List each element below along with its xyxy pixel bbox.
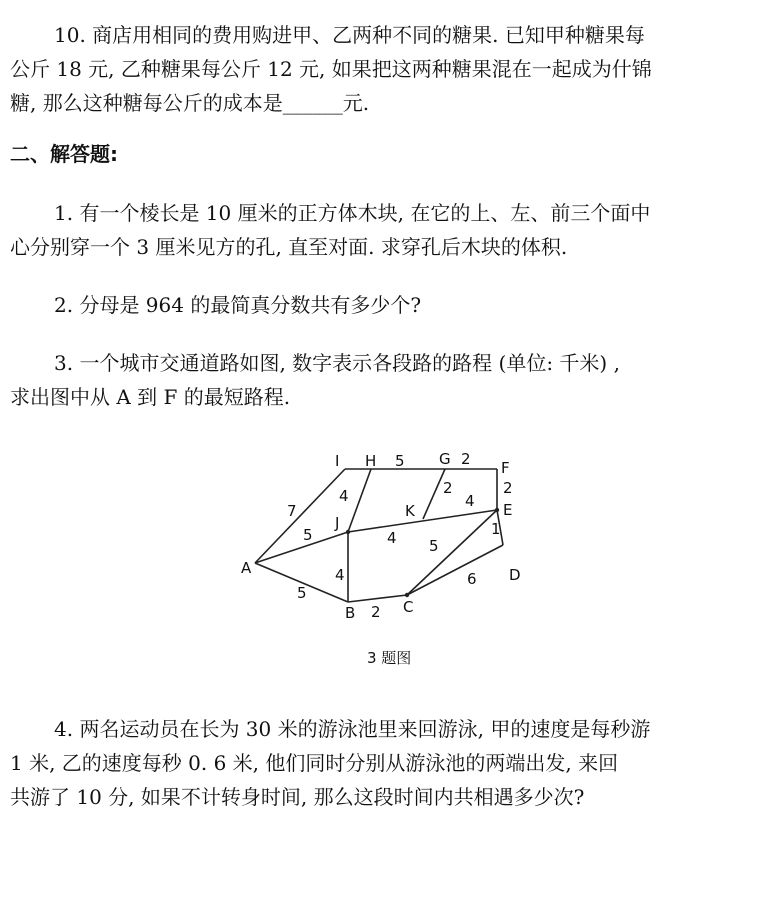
edge-label-A-J: 5: [303, 526, 313, 544]
edge-label-H-J: 4: [339, 487, 349, 505]
edge-label-C-E: 5: [429, 537, 439, 555]
question-4: [10, 712, 774, 814]
edge-D-C: [407, 545, 503, 595]
q4-line-1: 4. 两名运动员在长为 30 米的游泳池里来回游泳, 甲的速度是每秒游: [54, 717, 651, 741]
node-label-D: D: [509, 566, 521, 584]
figure-caption: 3 题图: [367, 649, 412, 667]
node-dot-E: [495, 508, 499, 512]
edge-H-J: [348, 469, 371, 532]
edge-label-A-B: 5: [297, 584, 307, 602]
node-label-G: G: [439, 450, 451, 468]
node-label-J: J: [335, 514, 340, 532]
node-label-E: E: [503, 501, 513, 519]
edge-J-E: [348, 510, 497, 532]
node-label-I: I: [335, 452, 340, 470]
edge-label-G-K: 2: [443, 479, 453, 497]
question-10: [10, 18, 774, 120]
edge-G-K: [423, 469, 445, 519]
edge-B-C: [348, 595, 407, 602]
edge-A-I: [255, 469, 345, 563]
edge-label-A-I: 7: [287, 502, 297, 520]
q3-line-2: 求出图中从 A 到 F 的最短路程.: [10, 385, 291, 409]
edge-label-F-E: 2: [503, 479, 513, 497]
section-title: 二、解答题:: [10, 142, 118, 166]
node-label-H: H: [365, 452, 377, 470]
q10-line-2: 公斤 18 元, 乙种糖果每公斤 12 元, 如果把这两种糖果混在一起成为什锦: [10, 57, 652, 81]
edge-label-E-D: 1: [491, 520, 501, 538]
q4-line-3: 共游了 10 分, 如果不计转身时间, 那么这段时间内共相遇多少次?: [10, 785, 585, 809]
edge-label-B-C: 2: [371, 603, 381, 621]
question-2: [10, 288, 774, 322]
question-3: [10, 346, 774, 414]
node-dot-J: [346, 530, 350, 534]
road-edges: [255, 469, 503, 602]
node-label-B: B: [345, 604, 356, 622]
edge-label-D-C: 6: [467, 570, 477, 588]
q3-line-1: 3. 一个城市交通道路如图, 数字表示各段路的路程 (单位: 千米) ,: [54, 351, 620, 375]
edge-label-H-G: 5: [395, 452, 405, 470]
q1-line-2: 心分别穿一个 3 厘米见方的孔, 直至对面. 求穿孔后木块的体积.: [10, 235, 568, 259]
edge-label-J-K: 4: [387, 529, 397, 547]
question-1: [10, 196, 774, 264]
q1-line-1: 1. 有一个棱长是 10 厘米的正方体木块, 在它的上、左、前三个面中: [54, 201, 651, 225]
edge-label-G-F: 2: [461, 450, 471, 468]
node-label-K: K: [405, 502, 415, 520]
q4-line-2: 1 米, 乙的速度每秒 0. 6 米, 他们同时分别从游泳池的两端出发, 来回: [10, 751, 619, 775]
node-label-F: F: [501, 459, 510, 477]
q10-line-1: 10. 商店用相同的费用购进甲、乙两种不同的糖果. 已知甲种糖果每: [54, 23, 645, 47]
node-label-C: C: [403, 598, 414, 616]
edge-label-K-E: 4: [465, 492, 475, 510]
edge-label-J-B: 4: [335, 566, 345, 584]
node-label-A: A: [241, 559, 252, 577]
node-dot-C: [405, 593, 409, 597]
edge-C-E: [407, 510, 497, 595]
node-labels: [241, 450, 521, 622]
q10-line-3: 糖, 那么这种糖每公斤的成本是______元.: [10, 91, 370, 115]
road-network-figure: [235, 440, 535, 680]
q2-line-1: 2. 分母是 964 的最简真分数共有多少个?: [54, 293, 422, 317]
